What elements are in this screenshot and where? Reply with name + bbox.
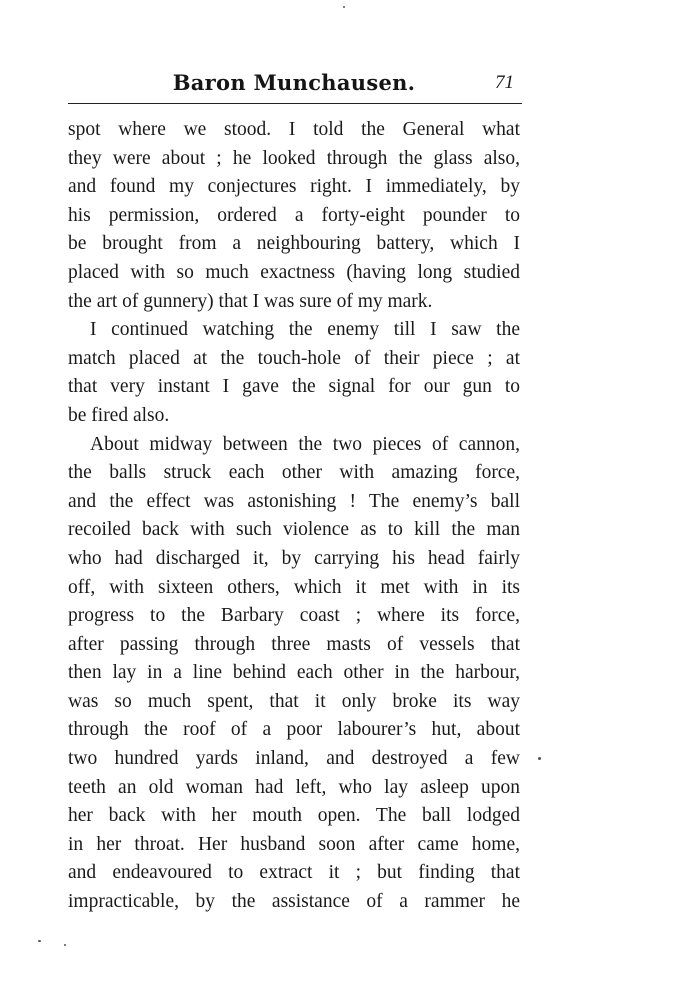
text-line: who had discharged it, by carrying his head fairly <box>68 547 520 569</box>
text-line: placed with so much exactness (having long studied <box>68 261 520 283</box>
paper-speck <box>343 6 345 8</box>
text-line: be fired also. <box>68 404 170 426</box>
text-line: spot where we stood. I told the General what <box>68 119 520 140</box>
paper-speck <box>38 940 41 942</box>
running-head <box>68 64 520 104</box>
text-line: and found my conjectures right. I immediately, by <box>68 176 520 198</box>
text-line: I continued watching the enemy till I saw the <box>90 319 520 341</box>
running-title: Baron Munchausen. <box>172 70 416 95</box>
page-number: 71 <box>495 72 514 93</box>
body-text <box>68 116 520 917</box>
text-line: in her throat. Her husband soon after came home, <box>68 833 520 855</box>
text-line: two hundred yards inland, and destroyed a few <box>68 748 520 770</box>
header-rule <box>68 103 522 104</box>
paper-speck <box>64 944 66 946</box>
text-line: that very instant I gave the signal for our gun to <box>68 376 520 398</box>
text-line: be brought from a neighbouring battery, which I <box>68 233 520 255</box>
paper-speck <box>538 757 541 760</box>
text-line: they were about ; he looked through the glass also, <box>68 147 520 169</box>
text-line: match placed at the touch-hole of their piece ; at <box>68 347 520 369</box>
text-line: the art of gunnery) that I was sure of my mark. <box>68 290 433 312</box>
text-line: off, with sixteen others, which it met with in its <box>68 576 520 598</box>
text-line: his permission, ordered a forty-eight pounder to <box>68 204 520 226</box>
text-line: recoiled back with such violence as to kill the man <box>68 519 520 541</box>
text-line: the balls struck each other with amazing force, <box>68 462 520 484</box>
text-line: and the effect was astonishing ! The enemy’s ball <box>68 490 520 512</box>
text-line: impracticable, by the assistance of a rammer he <box>68 891 520 913</box>
text-line: progress to the Barbary coast ; where its force, <box>68 605 520 627</box>
text-line: was so much spent, that it only broke its way <box>68 690 520 712</box>
text-line: then lay in a line behind each other in the harbour, <box>68 662 520 684</box>
text-line: and endeavoured to extract it ; but finding that <box>68 862 520 884</box>
text-line: teeth an old woman had left, who lay asleep upon <box>68 776 520 798</box>
text-line: after passing through three masts of vessels that <box>68 633 520 655</box>
text-line: her back with her mouth open. The ball lodged <box>68 805 520 827</box>
text-line: through the roof of a poor labourer’s hut, about <box>68 719 520 741</box>
text-line: About midway between the two pieces of cannon, <box>90 433 520 455</box>
